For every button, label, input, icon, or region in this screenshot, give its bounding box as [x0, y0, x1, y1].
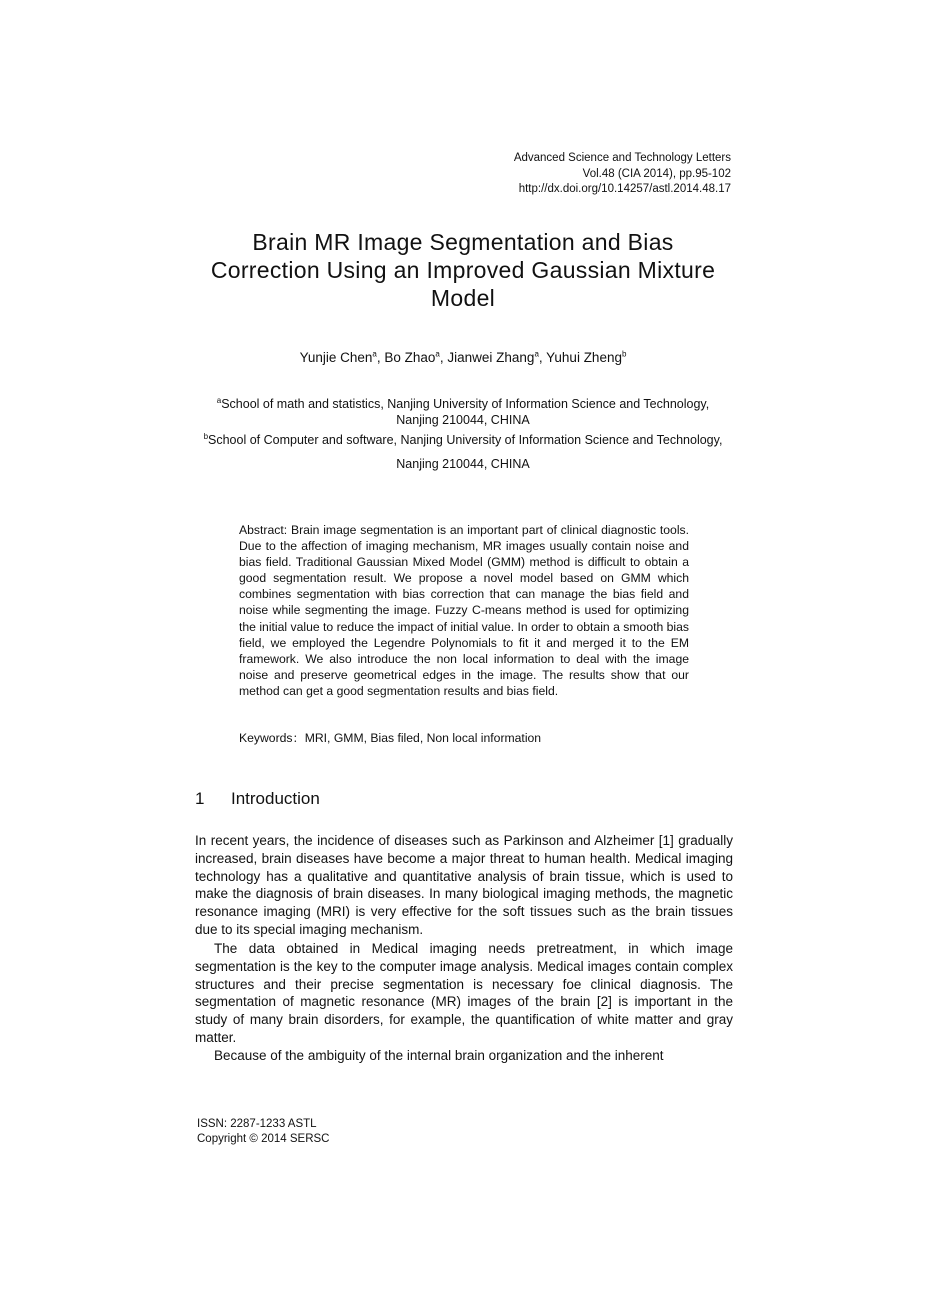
doi-link[interactable]: http://dx.doi.org/10.14257/astl.2014.48.17 — [518, 183, 731, 195]
section-number: 1 — [195, 789, 205, 808]
author-name: Yuhui Zheng — [546, 350, 622, 365]
section-heading — [195, 789, 320, 809]
affiliation-a — [150, 396, 776, 428]
abstract-label: Abstract: — [239, 523, 288, 537]
copyright: Copyright © 2014 SERSC — [197, 1133, 330, 1145]
affil-a-line-1: School of math and statistics, Nanjing University of Information Science and Technology, — [221, 397, 710, 411]
paper-title — [150, 228, 776, 312]
page-footer — [197, 1117, 329, 1147]
author-name: Bo Zhao — [384, 350, 436, 365]
keywords — [239, 729, 689, 746]
title-line-1: Brain MR Image Segmentation and Bias — [252, 229, 674, 255]
affil-mark: b — [203, 431, 209, 441]
affiliation-b-city — [150, 456, 776, 472]
author-affil-mark: a — [372, 349, 377, 359]
body-paragraph: Because of the ambiguity of the internal brain organization and the inherent — [214, 1048, 664, 1063]
body-paragraph: In recent years, the incidence of diseases such as Parkinson and Alzheimer [1] gradually increased, brain diseases have become a major threat to human health. Medical imaging technology has a qualitative and quantitative analysis of brain tissue, which is used to make the diagnosis of brain diseases. In many biological imaging methods, the magnetic resonance imaging (MRI) is very effective for the soft tissues such as the brain tissues due to its special imaging mechanism. — [195, 833, 733, 937]
affil-b-line-2: Nanjing 210044, CHINA — [396, 457, 530, 471]
issn: ISSN: 2287-1233 ASTL — [197, 1118, 317, 1130]
author-separator: , — [376, 350, 385, 365]
affil-b-line-1: School of Computer and software, Nanjing University of Information Science and Technology, — [208, 433, 723, 447]
author-separator: , — [538, 350, 547, 365]
author-list — [150, 350, 776, 365]
keywords-label: Keywords： — [239, 731, 305, 745]
title-line-3: Model — [430, 285, 496, 311]
affil-mark: a — [216, 395, 222, 405]
body-paragraph: The data obtained in Medical imaging needs pretreatment, in which image segmentation is the key to the computer image analysis. Medical images contain complex structures and their precise segmentation is necessary foe clinical diagnosis. The segmentation of magnetic resonance (MR) images of the brain [2] is important in the study of many brain disorders, for example, the quantification of white matter and gray matter. — [195, 941, 733, 1045]
section-title: Introduction — [231, 789, 320, 808]
author-separator: , — [439, 350, 448, 365]
journal-name: Advanced Science and Technology Letters — [513, 152, 731, 164]
journal-header — [514, 151, 731, 198]
author-affil-mark: b — [621, 349, 627, 359]
title-line-2: Correction Using an Improved Gaussian Mixture — [210, 257, 716, 283]
author-affil-mark: a — [534, 349, 539, 359]
author-name: Jianwei Zhang — [447, 350, 535, 365]
keywords-text: MRI, GMM, Bias filed, Non local information — [304, 731, 542, 745]
abstract-text: Brain image segmentation is an important part of clinical diagnostic tools. Due to the affection of imaging mechanism, MR images usually contain noise and bias field. Traditional Gaussian Mixed Model (GMM) method is difficult to obtain a good segmentation result. We propose a novel model based on GMM which combines segmentation with bias correction that can manage the bias field and noise while segmenting the image. Fuzzy C-means method is used for optimizing the initial value to reduce the impact of initial value. In order to obtain a smooth bias field, we employed the Legendre Polynomials to fit it and merged it to the EM framework. We also introduce the non local information to deal with the image noise and preserve geometrical edges in the image. The results show that our method can get a good segmentation results and bias field. — [239, 523, 690, 698]
author-name: Yunjie Chen — [299, 350, 373, 365]
abstract — [239, 522, 689, 699]
affiliation-b — [150, 432, 776, 448]
affil-a-line-2: Nanjing 210044, CHINA — [396, 413, 530, 427]
author-affil-mark: a — [435, 349, 440, 359]
journal-volume: Vol.48 (CIA 2014), pp.95-102 — [582, 167, 731, 180]
